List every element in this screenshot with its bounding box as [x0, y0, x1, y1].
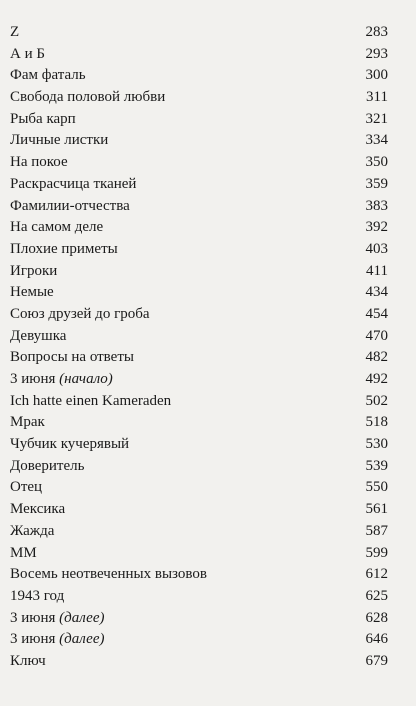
toc-entry-page-number: 625 — [365, 587, 388, 604]
toc-entry-page-number: 561 — [365, 501, 388, 518]
toc-entry-title — [10, 543, 358, 565]
toc-entry — [10, 412, 388, 434]
toc-entry-title — [10, 499, 358, 521]
toc-entry-page-number: 403 — [365, 240, 388, 257]
toc-entry — [10, 391, 388, 413]
toc-entry-title — [10, 44, 358, 66]
toc-entry — [10, 44, 388, 66]
toc-entry-title-text: Союз друзей до гроба — [10, 305, 150, 322]
toc-entry-title — [10, 564, 358, 586]
toc-entry-title — [10, 22, 358, 44]
toc-entry-page-number: 550 — [365, 479, 388, 496]
toc-entry — [10, 608, 388, 630]
toc-entry — [10, 586, 388, 608]
toc-entry-note: (далее) — [59, 631, 105, 648]
toc-entry — [10, 347, 388, 369]
toc-entry-title-text: Фамилии-отчества — [10, 197, 130, 214]
toc-entry-page-number: 646 — [365, 631, 388, 648]
toc-entry — [10, 130, 388, 152]
toc-entry-page-number: 492 — [365, 371, 388, 387]
toc-entry — [10, 629, 388, 651]
toc-entry-page-number: 628 — [365, 609, 388, 626]
toc-entry-title — [10, 326, 358, 348]
toc-entry-page-number: 392 — [365, 219, 388, 236]
table-of-contents — [10, 22, 388, 673]
toc-entry-title-text: Рыба карп — [10, 110, 76, 127]
toc-entry-title — [10, 196, 358, 218]
toc-entry-page-number: 518 — [365, 414, 388, 431]
toc-entry-title-text: Мексика — [10, 501, 66, 518]
toc-entry-title-text: ММ — [10, 544, 37, 561]
toc-entry — [10, 282, 388, 304]
toc-entry-page-number: 530 — [365, 436, 388, 453]
toc-entry-title-text: Отец — [10, 479, 43, 496]
toc-entry-page-number: 334 — [365, 132, 388, 149]
toc-entry — [10, 434, 388, 456]
toc-entry-title — [10, 239, 358, 261]
toc-entry-title-text: 1943 год — [10, 587, 65, 604]
toc-entry — [10, 477, 388, 499]
toc-entry-title-text: 3 июня — [10, 609, 56, 626]
toc-entry-title — [10, 629, 358, 651]
toc-entry — [10, 152, 388, 174]
toc-entry-title — [10, 152, 358, 174]
toc-entry-title — [10, 282, 358, 304]
toc-entry-title-text: А и Б — [10, 45, 45, 62]
toc-entry — [10, 109, 388, 131]
toc-entry — [10, 521, 388, 543]
toc-entry-title — [10, 434, 358, 456]
toc-entry-title-text: Личные листки — [10, 132, 109, 149]
toc-entry-page-number: 350 — [365, 154, 388, 171]
toc-entry-title-text: Чубчик кучерявый — [10, 436, 130, 453]
toc-entry-title-text: Девушка — [10, 327, 67, 344]
toc-entry — [10, 261, 388, 283]
toc-entry-page-number: 434 — [365, 284, 388, 301]
toc-entry-title — [10, 521, 358, 543]
toc-entry-page-number: 502 — [365, 392, 388, 409]
toc-entry-title — [10, 347, 358, 369]
toc-entry-page-number: 454 — [365, 305, 388, 322]
toc-entry-page-number: 359 — [365, 175, 388, 192]
toc-entry-page-number: 311 — [366, 89, 388, 106]
toc-entry-page-number: 679 — [365, 652, 388, 669]
toc-entry-title-text: На самом деле — [10, 219, 104, 236]
toc-entry-note: (далее) — [59, 609, 105, 626]
toc-entry-title-text: Жажда — [10, 522, 55, 539]
toc-entry-title-text: 3 июня — [10, 371, 56, 387]
toc-entry-page-number: 383 — [365, 197, 388, 214]
toc-entry-page-number: 470 — [365, 327, 388, 344]
toc-entry — [10, 239, 388, 261]
toc-entry-title-text: Ich hatte einen Kameraden — [10, 392, 172, 409]
toc-entry — [10, 196, 388, 218]
toc-entry-page-number: 612 — [365, 566, 388, 583]
toc-entry-title-text: Немые — [10, 284, 54, 301]
toc-entry-title — [10, 65, 358, 87]
toc-entry-title — [10, 369, 358, 391]
toc-entry-title — [10, 261, 358, 283]
toc-entry-page-number: 411 — [366, 262, 388, 279]
toc-entry — [10, 369, 388, 391]
toc-entry — [10, 217, 388, 239]
toc-entry-page-number: 539 — [365, 457, 388, 474]
toc-entry — [10, 499, 388, 521]
toc-entry-title-text: Раскрасчица тканей — [10, 175, 137, 192]
toc-entry-title-text: 3 июня — [10, 631, 56, 648]
toc-entry-title — [10, 109, 358, 131]
toc-entry-title-text: На покое — [10, 154, 68, 171]
toc-entry-title-text: Мрак — [10, 414, 45, 431]
toc-entry-page-number: 482 — [365, 349, 388, 366]
toc-entry-title-text: Восемь неотвеченных вызовов — [10, 566, 207, 583]
toc-entry-title — [10, 174, 358, 196]
toc-entry — [10, 65, 388, 87]
toc-entry-title — [10, 87, 358, 109]
toc-entry-title-text: Вопросы на ответы — [10, 349, 134, 366]
toc-entry — [10, 326, 388, 348]
toc-entry — [10, 174, 388, 196]
toc-entry-page-number: 599 — [365, 544, 388, 561]
toc-entry-title-text: Фам фаталь — [10, 67, 86, 84]
toc-entry-title-text: Доверитель — [10, 457, 85, 474]
toc-entry — [10, 564, 388, 586]
toc-entry-page-number: 300 — [365, 67, 388, 84]
toc-entry-page-number: 587 — [365, 522, 388, 539]
toc-entry — [10, 651, 388, 673]
toc-entry-title — [10, 608, 358, 630]
toc-entry — [10, 304, 388, 326]
toc-entry-page-number: 321 — [365, 110, 388, 127]
toc-entry-title — [10, 477, 358, 499]
toc-entry-title-text: Свобода половой любви — [10, 89, 166, 106]
toc-entry — [10, 22, 388, 44]
toc-entry-title — [10, 412, 358, 434]
toc-entry-title — [10, 217, 358, 239]
toc-entry-title-text: Ключ — [10, 652, 46, 669]
toc-entry-title — [10, 456, 358, 478]
toc-entry-title — [10, 586, 358, 608]
toc-entry-page-number: 293 — [365, 45, 388, 62]
toc-entry — [10, 87, 388, 109]
toc-entry — [10, 456, 388, 478]
toc-entry-title — [10, 130, 358, 152]
toc-entry — [10, 543, 388, 565]
toc-entry-title-text: Z — [10, 24, 20, 40]
toc-entry-note: (начало) — [59, 371, 113, 387]
toc-entry-page-number: 283 — [365, 24, 388, 40]
toc-entry-title — [10, 391, 358, 413]
toc-entry-title-text: Игроки — [10, 262, 58, 279]
toc-entry-title — [10, 651, 358, 673]
toc-entry-title — [10, 304, 358, 326]
toc-entry-title-text: Плохие приметы — [10, 240, 118, 257]
